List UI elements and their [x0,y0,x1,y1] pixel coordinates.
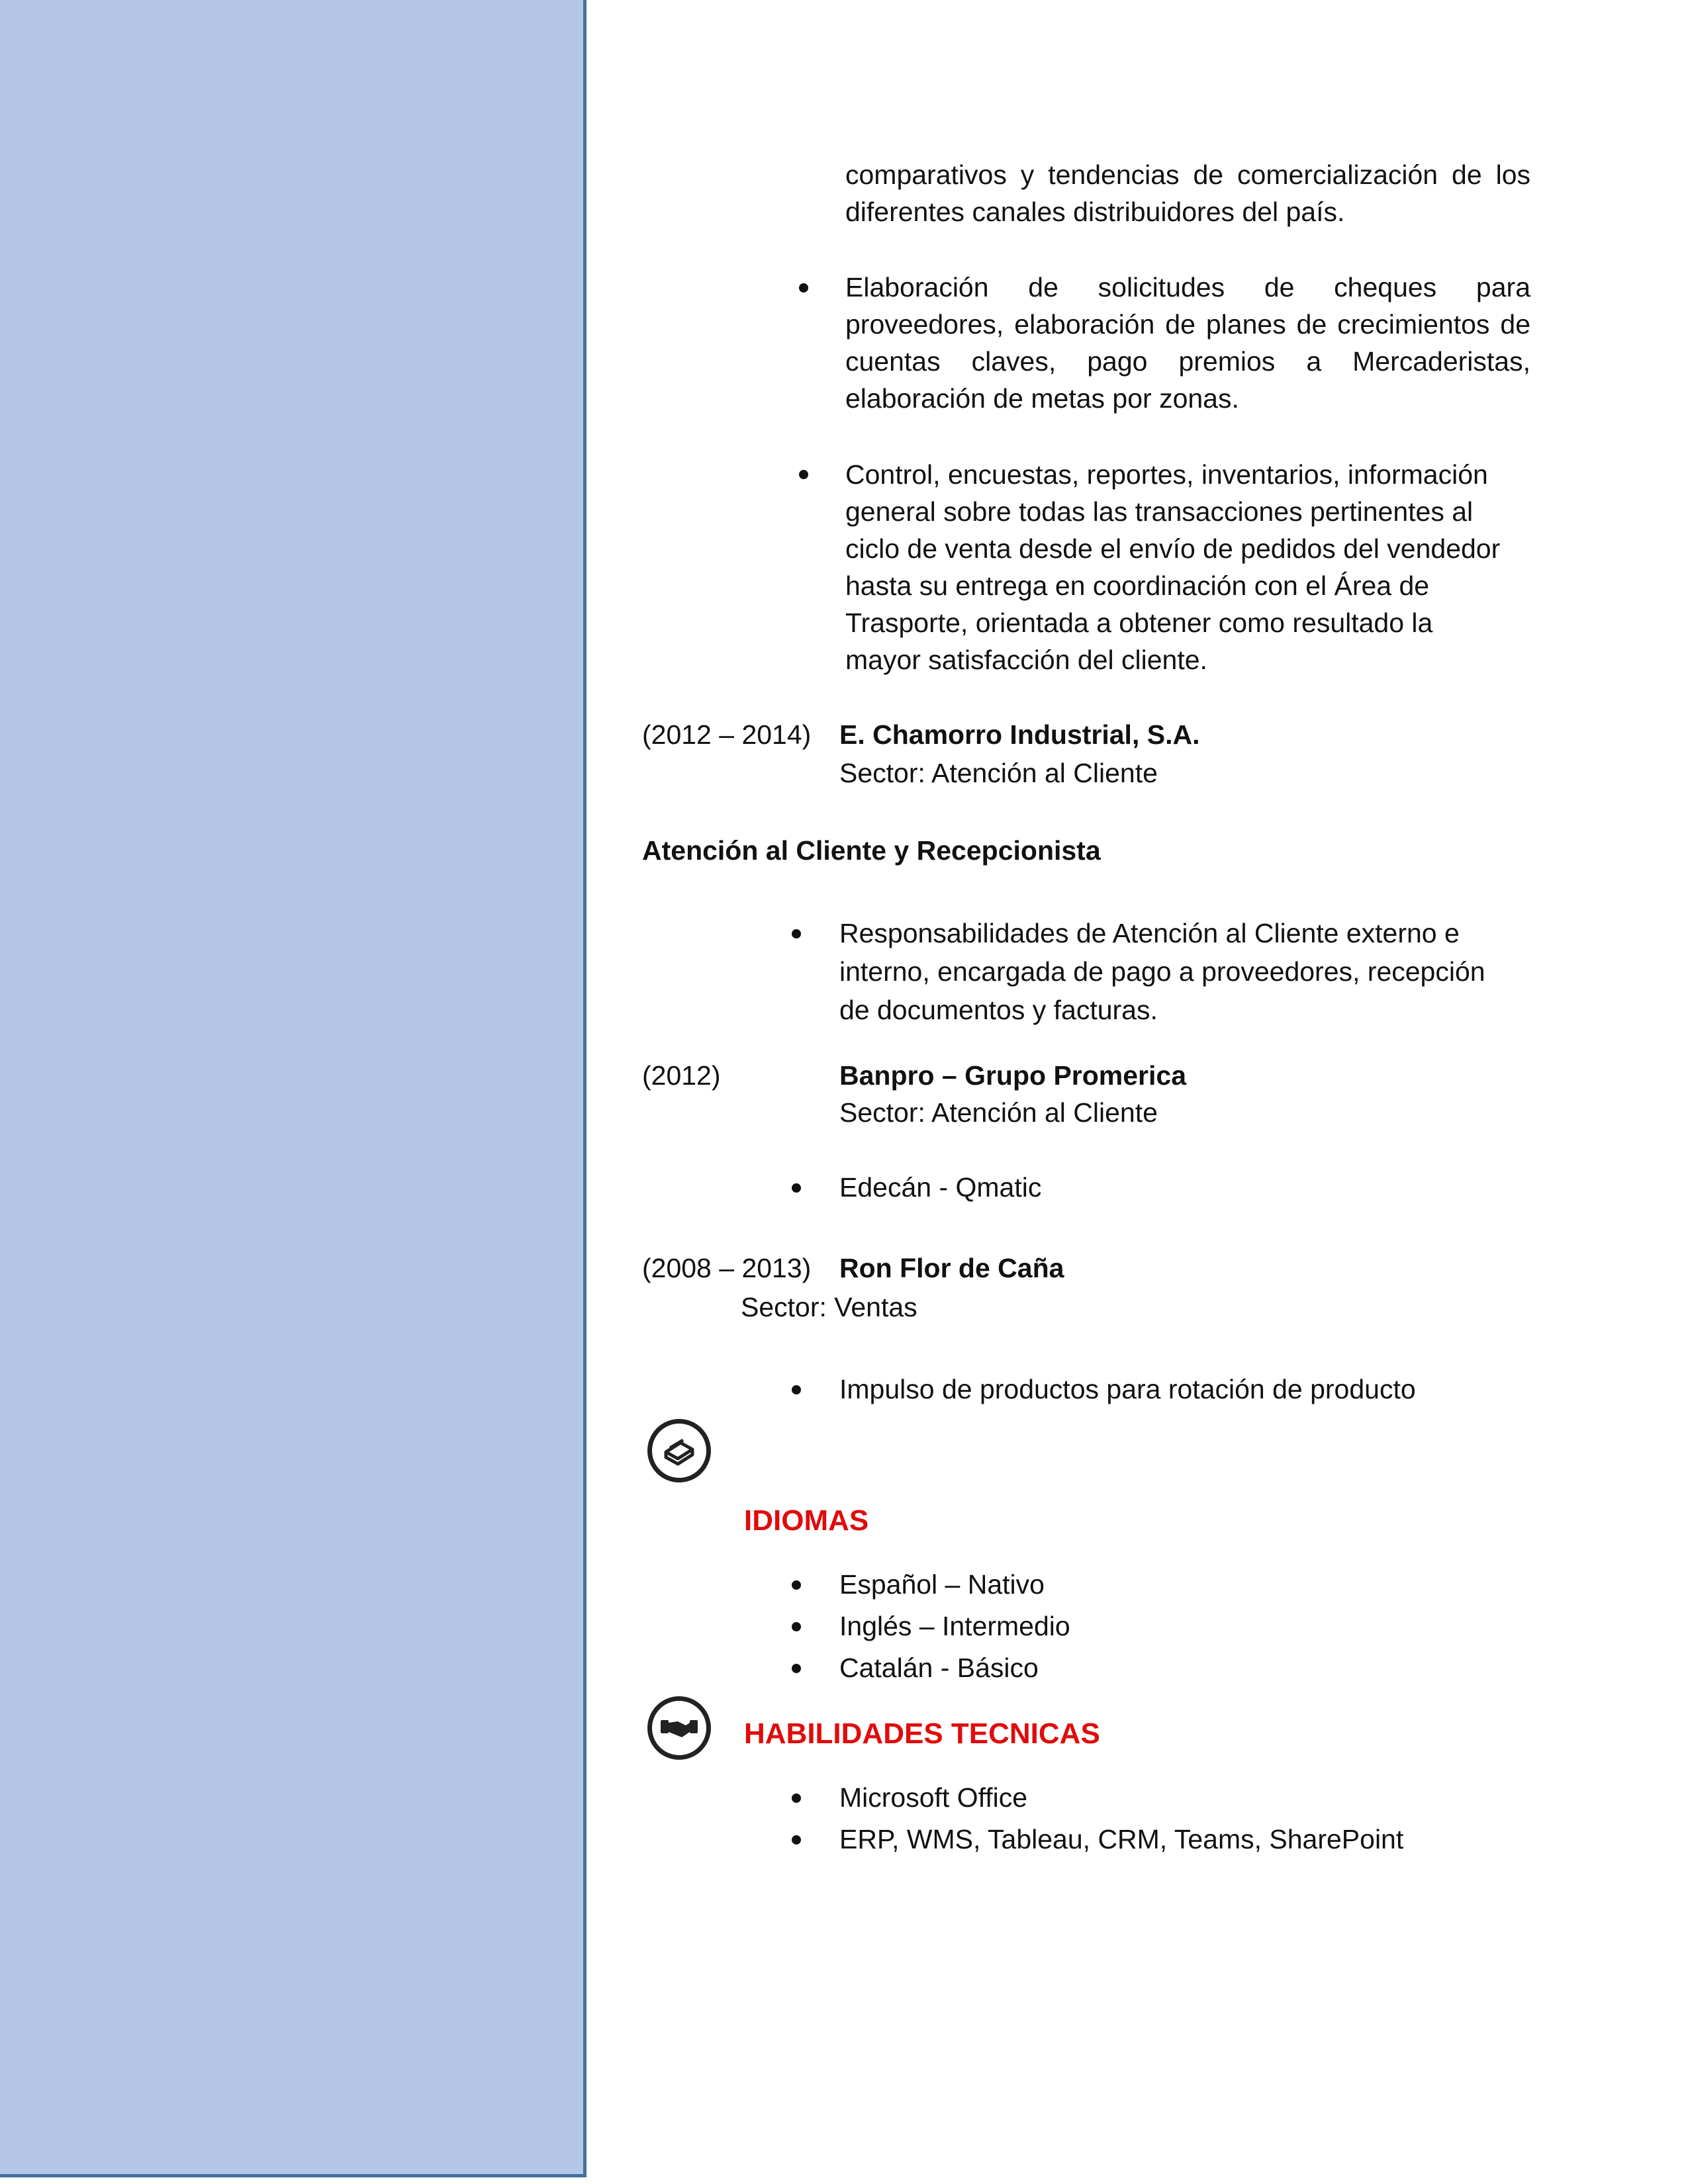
skill-item: ERP, WMS, Tableau, CRM, Teams, SharePoint [839,1824,1404,1854]
language-item: Español – Nativo [839,1569,1045,1600]
bullet-dot [792,1385,801,1394]
job-period: (2012) [642,1060,721,1091]
bullet-text-line: mayor satisfacción del cliente. [845,645,1207,675]
job-sector: Sector: Ventas [741,1292,917,1322]
bullet-text-line: Responsabilidades de Atención al Cliente externo e [839,918,1460,948]
language-item: Catalán - Básico [839,1653,1039,1683]
bullet-text-line: diferentes canales distribuidores del país. [845,197,1345,227]
bullet-dot [792,1183,801,1193]
bullet-dot [792,1580,801,1590]
job-period: (2012 – 2014) [642,719,812,750]
bullet-text-line: Elaboración de solicitudes de cheques para [845,272,1530,302]
bullet-text-line: comparativos y tendencias de comercialización de los [845,159,1530,190]
bullet-dot [792,1622,801,1631]
bullet-text-line: hasta su entrega en coordinación con el Área de [845,570,1430,601]
bullet-text-line: Control, encuestas, reportes, inventarios, información [845,459,1488,490]
bullet-text-line: Impulso de productos para rotación de producto [839,1374,1416,1404]
bullet-text-line: Trasporte, orientada a obtener como resultado la [845,608,1433,638]
bullet-text-line: proveedores, elaboración de planes de crecimientos de [845,309,1530,340]
bullet-dot [799,470,808,479]
bullet-dot [792,1794,801,1803]
job-sector: Sector: Atención al Cliente [839,1097,1158,1128]
bullet-text-line: interno, encargada de pago a proveedores, recepción [839,956,1485,987]
sidebar-panel [0,0,586,2177]
books-icon [647,1419,711,1482]
section-heading-languages: IDIOMAS [744,1504,869,1537]
bullet-dot [799,283,808,293]
job-period: (2008 – 2013) [642,1253,812,1283]
bullet-text-line: de documentos y facturas. [839,995,1158,1025]
section-heading-skills: HABILIDADES TECNICAS [744,1717,1100,1750]
handshake-icon [647,1696,711,1760]
bullet-text-line: Edecán - Qmatic [839,1172,1042,1203]
bullet-text-line: cuentas claves, pago premios a Mercaderistas, [845,346,1530,377]
job-company: E. Chamorro Industrial, S.A. [839,719,1200,750]
job-sector: Sector: Atención al Cliente [839,758,1158,788]
language-item: Inglés – Intermedio [839,1611,1070,1641]
bullet-text-line: elaboración de metas por zonas. [845,383,1239,414]
bullet-dot [792,1664,801,1673]
job-role-heading: Atención al Cliente y Recepcionista [642,835,1101,866]
job-company: Banpro – Grupo Promerica [839,1060,1187,1091]
bullet-text-line: ciclo de venta desde el envío de pedidos del vendedor [845,533,1501,564]
bullet-text-line: general sobre todas las transacciones pertinentes al [845,496,1474,527]
bullet-dot [792,1835,801,1844]
skill-item: Microsoft Office [839,1782,1028,1813]
job-company: Ron Flor de Caña [839,1253,1064,1283]
bullet-dot [792,929,801,938]
